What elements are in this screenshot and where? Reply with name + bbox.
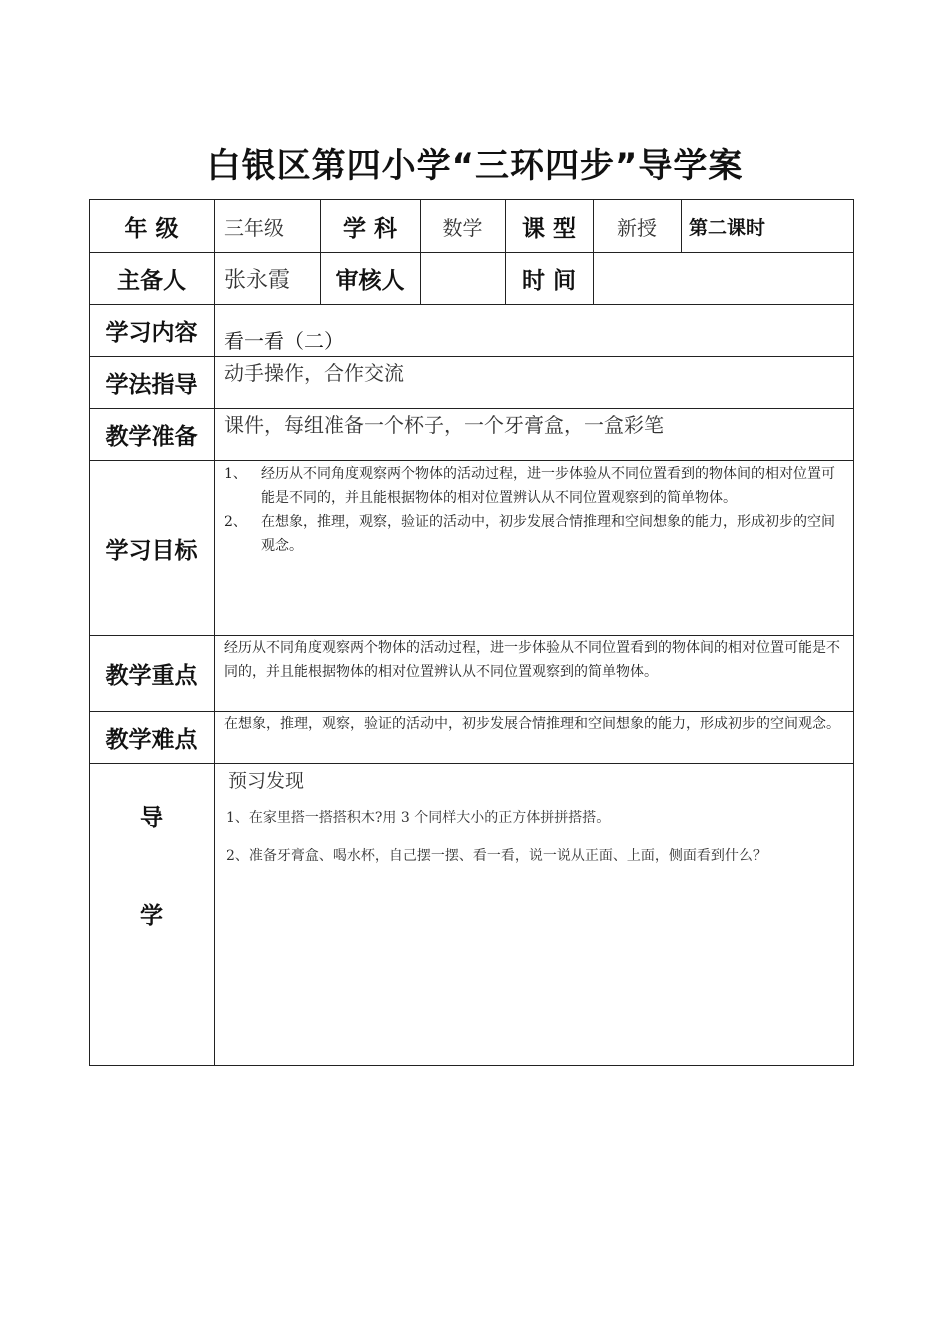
time-value	[593, 253, 853, 304]
goal-item: 2、 在想象，推理，观察，验证的活动中，初步发展合情推理和空间想象的能力，形成初步的空间观念。	[224, 514, 835, 554]
key-point-value: 经历从不同角度观察两个物体的活动过程，进一步体验从不同位置看到的物体间的相对位置可能是不同的，并且能根据物体的相对位置辨认从不同位置观察到的简单物体。	[224, 640, 840, 680]
reviewer-label: 审核人	[335, 268, 405, 294]
guide-label-2: 学	[140, 902, 163, 929]
subject-value: 数学	[442, 215, 483, 240]
guide-content	[214, 764, 853, 1064]
method-label: 学法指导	[105, 372, 198, 398]
time-label: 时 间	[521, 268, 576, 294]
type-label: 课 型	[521, 215, 576, 242]
content-value: 看一看（二）	[224, 329, 344, 353]
preparer-value: 张永霞	[224, 268, 291, 293]
subject-label: 学 科	[342, 215, 397, 242]
guide-label-1: 导	[140, 804, 163, 831]
goals-label: 学习目标	[105, 537, 198, 564]
content-label: 学习内容	[105, 320, 198, 346]
difficulty-value: 在想象，推理，观察，验证的活动中，初步发展合情推理和空间想象的能力，形成初步的空间观念。	[224, 716, 840, 732]
guide-heading: 预习发现	[228, 770, 305, 792]
method-value: 动手操作，合作交流	[224, 361, 404, 385]
goal-item: 1、 经历从不同角度观察两个物体的活动过程，进一步体验从不同位置看到的物体间的相对位置可能是不同的，并且能根据物体的相对位置辨认从不同位置观察到的简单物体。	[224, 466, 835, 506]
grade-label: 年 级	[124, 215, 179, 242]
period-value: 第二课时	[689, 216, 766, 239]
prep-label: 教学准备	[105, 424, 198, 450]
grade-value: 三年级	[224, 215, 284, 240]
goals-list	[214, 461, 853, 635]
guide-item: 1、在家里搭一搭搭积木?用 3 个同样大小的正方体拼拼搭搭。	[226, 810, 611, 826]
difficulty-label: 教学难点	[105, 727, 198, 753]
page-title: 白银区第四小学“三环四步”导学案	[206, 146, 744, 186]
type-value: 新授	[617, 215, 657, 240]
prep-value: 课件，每组准备一个杯子，一个牙膏盒，一盒彩笔	[224, 413, 664, 437]
reviewer-value	[420, 253, 505, 304]
preparer-label: 主备人	[117, 268, 186, 294]
key-point-label: 教学重点	[105, 663, 198, 689]
guide-item: 2、准备牙膏盒、喝水杯，自己摆一摆、看一看，说一说从正面、上面，侧面看到什么？	[226, 848, 767, 864]
